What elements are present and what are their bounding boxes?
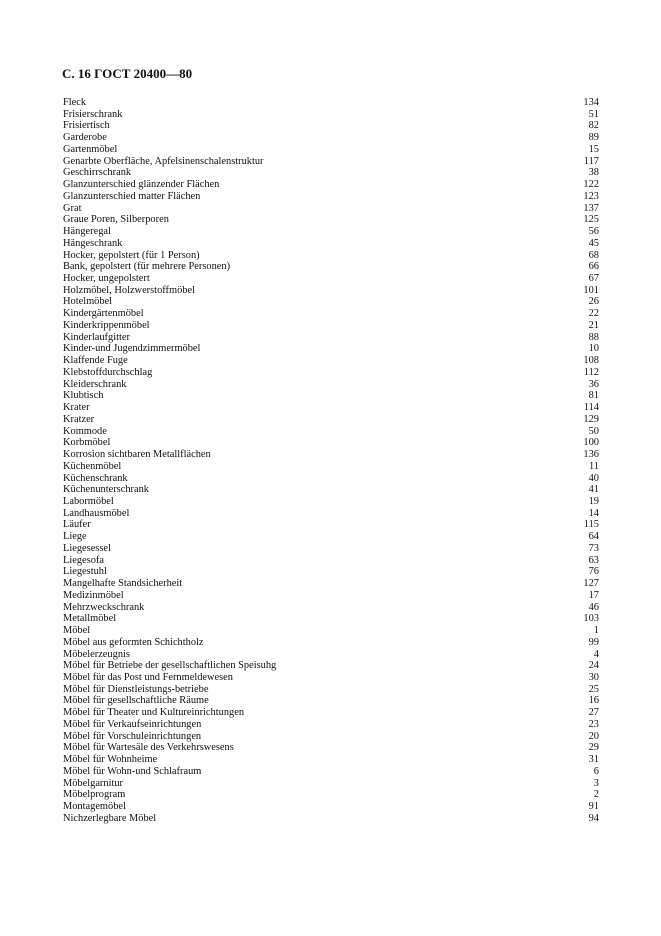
entry-term: Frisierschrank bbox=[63, 108, 123, 120]
entry-term: Kratzer bbox=[63, 413, 95, 425]
entry-number: 25 bbox=[588, 683, 599, 695]
index-entry bbox=[63, 449, 599, 461]
entry-number: 89 bbox=[588, 132, 599, 144]
entry-term: Hängeregal bbox=[63, 226, 111, 238]
entry-term: Holzmöbel, Holzwerstoffmöbel bbox=[63, 284, 195, 296]
entry-term: Genarbte Oberfläche, Apfelsinenschalenstruktur bbox=[63, 155, 264, 167]
index-entry bbox=[63, 719, 599, 731]
index-entry bbox=[63, 789, 599, 801]
entry-term: Möbel aus geformten Schichtholz bbox=[63, 636, 204, 648]
entry-term: Möbel für Dienstleistungs-betriebe bbox=[63, 683, 209, 695]
entry-number: 108 bbox=[583, 355, 599, 367]
index-entry bbox=[63, 167, 599, 179]
entry-term: Küchenschrank bbox=[63, 472, 128, 484]
entry-number: 103 bbox=[583, 613, 599, 625]
entry-term: Klubtisch bbox=[63, 390, 104, 402]
entry-term: Korbmöbel bbox=[63, 437, 111, 449]
index-entry bbox=[63, 355, 599, 367]
entry-term: Küchenunterschrank bbox=[63, 484, 149, 496]
entry-number: 127 bbox=[583, 578, 599, 590]
entry-number: 10 bbox=[588, 343, 599, 355]
index-entry bbox=[63, 296, 599, 308]
entry-number: 1 bbox=[593, 625, 599, 637]
entry-number: 23 bbox=[588, 718, 599, 730]
entry-term: Geschirrschrank bbox=[63, 167, 132, 179]
index-entry bbox=[63, 778, 599, 790]
index-entry bbox=[63, 320, 599, 332]
entry-number: 125 bbox=[583, 214, 599, 226]
index-entry bbox=[63, 214, 599, 226]
index-entry bbox=[63, 367, 599, 379]
entry-number: 115 bbox=[583, 519, 599, 531]
entry-number: 67 bbox=[588, 273, 599, 285]
index-entry bbox=[63, 97, 599, 109]
entry-term: Möbel für gesellschaftliche Räume bbox=[63, 695, 209, 707]
entry-term: Hocker, gepolstert (für 1 Person) bbox=[63, 249, 200, 261]
entry-term: Grat bbox=[63, 202, 82, 214]
entry-number: 22 bbox=[588, 308, 599, 320]
entry-term: Hängeschrank bbox=[63, 237, 123, 249]
entry-number: 16 bbox=[588, 695, 599, 707]
index-entry bbox=[63, 414, 599, 426]
entry-term: Klebstoffdurchschlag bbox=[63, 366, 153, 378]
index-entry bbox=[63, 203, 599, 215]
entry-number: 3 bbox=[593, 777, 599, 789]
index-entry bbox=[63, 461, 599, 473]
index-entry bbox=[63, 578, 599, 590]
index-entry bbox=[63, 285, 599, 297]
entry-number: 14 bbox=[588, 507, 599, 519]
entry-term: Möbel für Wartesäle des Verkehrswesens bbox=[63, 742, 234, 754]
entry-term: Labormöbel bbox=[63, 495, 114, 507]
entry-term: Läufer bbox=[63, 519, 91, 531]
entry-number: 2 bbox=[593, 789, 599, 801]
index-entry bbox=[63, 590, 599, 602]
entry-term: Möbelerzeugnis bbox=[63, 648, 130, 660]
entry-number: 94 bbox=[588, 812, 599, 824]
entry-term: Klaffende Fuge bbox=[63, 355, 128, 367]
index-entry bbox=[63, 660, 599, 672]
index-entry bbox=[63, 226, 599, 238]
entry-term: Möbel für das Post und Fernmeldewesen bbox=[63, 671, 233, 683]
index-entry bbox=[63, 332, 599, 344]
entry-number: 82 bbox=[588, 120, 599, 132]
index-entry bbox=[63, 801, 599, 813]
entry-term: Korrosion sichtbaren Metallflächen bbox=[63, 449, 211, 461]
entry-number: 136 bbox=[583, 449, 599, 461]
entry-term: Bank, gepolstert (für mehrere Personen) bbox=[63, 261, 231, 273]
entry-term: Küchenmöbel bbox=[63, 460, 122, 472]
entry-number: 100 bbox=[583, 437, 599, 449]
index-entry bbox=[63, 531, 599, 543]
entry-number: 36 bbox=[588, 378, 599, 390]
entry-number: 56 bbox=[588, 226, 599, 238]
index-entry bbox=[63, 754, 599, 766]
index-entry bbox=[63, 120, 599, 132]
entry-term: Gartenmöbel bbox=[63, 143, 118, 155]
index-entry bbox=[63, 156, 599, 168]
term-index-list bbox=[63, 97, 599, 825]
index-entry bbox=[63, 179, 599, 191]
entry-number: 91 bbox=[588, 801, 599, 813]
entry-number: 21 bbox=[588, 319, 599, 331]
index-entry bbox=[63, 402, 599, 414]
index-entry bbox=[63, 649, 599, 661]
index-entry bbox=[63, 261, 599, 273]
index-entry bbox=[63, 625, 599, 637]
entry-number: 41 bbox=[588, 484, 599, 496]
index-entry bbox=[63, 813, 599, 825]
index-entry bbox=[63, 191, 599, 203]
index-entry bbox=[63, 731, 599, 743]
entry-term: Möbel für Theater und Kultureinrichtungen bbox=[63, 707, 245, 719]
entry-number: 26 bbox=[588, 296, 599, 308]
entry-number: 122 bbox=[583, 179, 599, 191]
entry-term: Medizinmöbel bbox=[63, 589, 124, 601]
entry-number: 117 bbox=[583, 155, 599, 167]
entry-number: 68 bbox=[588, 249, 599, 261]
index-entry bbox=[63, 602, 599, 614]
index-entry bbox=[63, 426, 599, 438]
entry-number: 29 bbox=[588, 742, 599, 754]
entry-number: 63 bbox=[588, 554, 599, 566]
entry-number: 45 bbox=[588, 237, 599, 249]
entry-number: 76 bbox=[588, 566, 599, 578]
index-entry bbox=[63, 109, 599, 121]
entry-number: 17 bbox=[588, 589, 599, 601]
index-entry bbox=[63, 707, 599, 719]
entry-number: 114 bbox=[583, 402, 599, 414]
index-entry bbox=[63, 379, 599, 391]
entry-term: Kinderlaufgitter bbox=[63, 331, 130, 343]
entry-term: Mangelhafte Standsicherheit bbox=[63, 578, 183, 590]
entry-number: 123 bbox=[583, 190, 599, 202]
index-entry bbox=[63, 637, 599, 649]
entry-term: Frisiertisch bbox=[63, 120, 110, 132]
entry-number: 24 bbox=[588, 660, 599, 672]
entry-term: Kommode bbox=[63, 425, 107, 437]
entry-number: 15 bbox=[588, 143, 599, 155]
entry-term: Graue Poren, Silberporen bbox=[63, 214, 169, 226]
entry-number: 40 bbox=[588, 472, 599, 484]
entry-term: Kindergärtenmöbel bbox=[63, 308, 144, 320]
entry-term: Liegesofa bbox=[63, 554, 104, 566]
entry-term: Glanzunterschied matter Flächen bbox=[63, 190, 201, 202]
entry-term: Nichzerlegbare Möbel bbox=[63, 812, 157, 824]
index-entry bbox=[63, 250, 599, 262]
index-entry bbox=[63, 766, 599, 778]
entry-term: Glanzunterschied glänzender Flächen bbox=[63, 179, 220, 191]
entry-term: Möbelgarnitur bbox=[63, 777, 124, 789]
entry-number: 88 bbox=[588, 331, 599, 343]
entry-term: Montagemöbel bbox=[63, 801, 126, 813]
entry-term: Liege bbox=[63, 531, 87, 543]
entry-number: 31 bbox=[588, 754, 599, 766]
entry-number: 19 bbox=[588, 495, 599, 507]
entry-number: 137 bbox=[583, 202, 599, 214]
index-entry bbox=[63, 484, 599, 496]
entry-number: 4 bbox=[593, 648, 599, 660]
entry-number: 129 bbox=[583, 413, 599, 425]
entry-term: Möbel für Wohnheime bbox=[63, 754, 158, 766]
entry-term: Metallmöbel bbox=[63, 613, 117, 625]
entry-number: 134 bbox=[583, 97, 599, 108]
entry-number: 11 bbox=[588, 460, 599, 472]
index-entry bbox=[63, 543, 599, 555]
entry-term: Landhausmöbel bbox=[63, 507, 130, 519]
entry-number: 46 bbox=[588, 601, 599, 613]
index-entry bbox=[63, 343, 599, 355]
entry-term: Möbel für Vorschuleinrichtungen bbox=[63, 730, 202, 742]
index-entry bbox=[63, 555, 599, 567]
entry-term: Möbel für Betriebe der gesellschaftlichen Speisuhg bbox=[63, 660, 277, 672]
entry-term: Mehrzweckschrank bbox=[63, 601, 145, 613]
entry-number: 6 bbox=[593, 765, 599, 777]
index-entry bbox=[63, 437, 599, 449]
entry-number: 101 bbox=[583, 284, 599, 296]
index-entry bbox=[63, 273, 599, 285]
entry-number: 30 bbox=[588, 671, 599, 683]
entry-number: 51 bbox=[588, 108, 599, 120]
index-entry bbox=[63, 132, 599, 144]
entry-number: 81 bbox=[588, 390, 599, 402]
index-entry bbox=[63, 684, 599, 696]
entry-term: Garderobe bbox=[63, 132, 107, 144]
entry-number: 64 bbox=[588, 531, 599, 543]
entry-number: 50 bbox=[588, 425, 599, 437]
entry-term: Liegesessel bbox=[63, 542, 111, 554]
entry-term: Fleck bbox=[63, 97, 87, 108]
entry-term: Möbel für Wohn-und Schlafraum bbox=[63, 765, 202, 777]
entry-term: Kleiderschrank bbox=[63, 378, 127, 390]
index-entry bbox=[63, 566, 599, 578]
index-entry bbox=[63, 390, 599, 402]
entry-term: Kinder-und Jugendzimmermöbel bbox=[63, 343, 201, 355]
entry-term: Hocker, ungepolstert bbox=[63, 273, 150, 285]
index-entry bbox=[63, 613, 599, 625]
entry-number: 38 bbox=[588, 167, 599, 179]
entry-number: 73 bbox=[588, 542, 599, 554]
entry-term: Möbel für Verkaufseinrichtungen bbox=[63, 718, 202, 730]
index-entry bbox=[63, 238, 599, 250]
entry-term: Hotelmöbel bbox=[63, 296, 113, 308]
entry-term: Krater bbox=[63, 402, 90, 414]
page-header: С. 16 ГОСТ 20400—80 bbox=[62, 66, 193, 81]
entry-number: 112 bbox=[583, 366, 599, 378]
index-entry bbox=[63, 473, 599, 485]
entry-number: 66 bbox=[588, 261, 599, 273]
entry-term: Kinderkrippenmöbel bbox=[63, 319, 150, 331]
index-entry bbox=[63, 519, 599, 531]
entry-number: 27 bbox=[588, 707, 599, 719]
index-entry bbox=[63, 695, 599, 707]
index-entry bbox=[63, 144, 599, 156]
index-entry bbox=[63, 308, 599, 320]
index-entry bbox=[63, 742, 599, 754]
index-entry bbox=[63, 672, 599, 684]
entry-number: 20 bbox=[588, 730, 599, 742]
entry-term: Liegestuhl bbox=[63, 566, 107, 578]
index-entry bbox=[63, 496, 599, 508]
entry-term: Möbelprogram bbox=[63, 789, 126, 801]
entry-term: Möbel bbox=[63, 625, 91, 637]
index-entry bbox=[63, 508, 599, 520]
entry-number: 99 bbox=[588, 636, 599, 648]
